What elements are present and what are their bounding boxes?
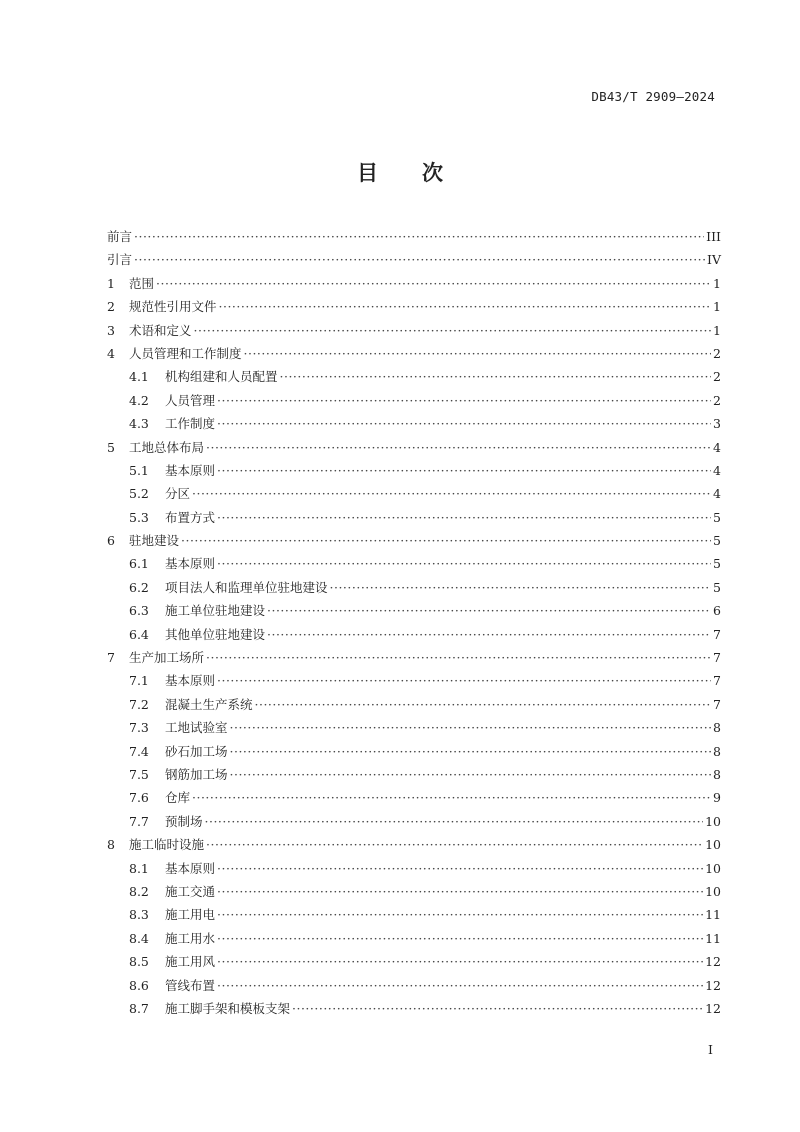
toc-entry[interactable] xyxy=(107,974,721,997)
toc-entry[interactable] xyxy=(107,412,721,435)
toc-entry-page: 1 xyxy=(713,275,721,291)
toc-entry-title: 施工单位驻地建设 xyxy=(165,603,266,619)
toc-dot-leader xyxy=(217,857,703,880)
toc-dot-leader xyxy=(217,459,711,482)
toc-entry-title: 规范性引用文件 xyxy=(129,299,217,315)
toc-entry[interactable] xyxy=(107,506,721,529)
toc-entry-number: 4.3 xyxy=(129,416,149,432)
toc-entry-page: 4 xyxy=(713,486,721,502)
toc-dot-leader xyxy=(230,740,712,763)
toc-entry-number: 8.5 xyxy=(129,954,149,970)
toc-dot-leader xyxy=(181,529,711,552)
toc-entry-page: 1 xyxy=(713,322,721,338)
toc-entry-page: 5 xyxy=(713,556,721,572)
toc-dot-leader xyxy=(192,786,711,809)
toc-entry[interactable] xyxy=(107,272,721,295)
toc-entry[interactable] xyxy=(107,552,721,575)
toc-dot-leader xyxy=(192,482,711,505)
toc-dot-leader xyxy=(244,342,712,365)
toc-entry-page: 7 xyxy=(713,673,721,689)
toc-entry[interactable] xyxy=(107,436,721,459)
toc-entry-number: 8.2 xyxy=(129,883,149,899)
toc-dot-leader xyxy=(134,248,705,271)
toc-entry[interactable] xyxy=(107,740,721,763)
toc-entry-title: 工作制度 xyxy=(165,416,216,432)
toc-entry-title: 施工用电 xyxy=(165,907,216,923)
toc-entry-number: 1 xyxy=(107,275,115,291)
toc-dot-leader xyxy=(217,950,703,973)
toc-dot-leader xyxy=(206,833,703,856)
toc-entry-page: 5 xyxy=(713,533,721,549)
toc-entry-page: 12 xyxy=(705,954,721,970)
toc-entry-number: 7.5 xyxy=(129,766,149,782)
toc-entry-page: 6 xyxy=(713,603,721,619)
standard-code: DB43/T 2909—2024 xyxy=(591,89,715,104)
toc-entry-title: 基本原则 xyxy=(165,673,216,689)
toc-entry-title: 人员管理 xyxy=(165,392,216,408)
toc-entry-number: 8.3 xyxy=(129,907,149,923)
toc-dot-leader xyxy=(219,295,712,318)
toc-entry[interactable] xyxy=(107,693,721,716)
toc-entry-number: 8 xyxy=(107,837,115,853)
toc-entry-title: 钢筋加工场 xyxy=(165,766,228,782)
toc-dot-leader xyxy=(217,927,703,950)
toc-entry-number: 8.1 xyxy=(129,860,149,876)
toc-entry-title: 术语和定义 xyxy=(129,322,192,338)
toc-entry-number: 2 xyxy=(107,299,115,315)
toc-entry[interactable] xyxy=(107,529,721,552)
toc-entry[interactable] xyxy=(107,365,721,388)
toc-entry-title: 生产加工场所 xyxy=(129,650,205,666)
page-title: 目次 xyxy=(357,161,487,185)
toc-entry[interactable] xyxy=(107,319,721,342)
toc-entry-page: 10 xyxy=(705,813,721,829)
toc-entry-number: 8.4 xyxy=(129,930,149,946)
toc-entry[interactable] xyxy=(107,833,721,856)
toc-entry[interactable] xyxy=(107,295,721,318)
toc-entry-title: 范围 xyxy=(129,275,155,291)
toc-entry-page: 2 xyxy=(713,392,721,408)
toc-entry[interactable] xyxy=(107,810,721,833)
toc-entry[interactable] xyxy=(107,997,721,1020)
toc-entry-title: 前言 xyxy=(107,229,133,244)
toc-entry-page: 10 xyxy=(705,860,721,876)
toc-entry-page: 8 xyxy=(713,720,721,736)
toc-entry-number: 6.3 xyxy=(129,603,149,619)
toc-entry-number: 6.4 xyxy=(129,626,149,642)
toc-entry-number: 8.7 xyxy=(129,1000,149,1016)
toc-entry-page: 11 xyxy=(705,907,721,923)
toc-entry-number: 7.3 xyxy=(129,720,149,736)
toc-entry-page: 8 xyxy=(713,766,721,782)
toc-entry-number: 7.7 xyxy=(129,813,149,829)
toc-entry-number: 5.3 xyxy=(129,509,149,525)
toc-entry-title: 仓库 xyxy=(165,790,191,806)
toc-entry-page: 5 xyxy=(713,579,721,595)
toc-entry-number: 6.2 xyxy=(129,579,149,595)
toc-entry[interactable] xyxy=(107,389,721,412)
toc-dot-leader xyxy=(217,552,711,575)
toc-dot-leader xyxy=(217,506,711,529)
toc-entry-title: 施工交通 xyxy=(165,883,216,899)
toc-entry[interactable] xyxy=(107,927,721,950)
footer-page-number: I xyxy=(708,1042,713,1057)
toc-entry-number: 7.1 xyxy=(129,673,149,689)
toc-entry-number: 7.6 xyxy=(129,790,149,806)
toc-dot-leader xyxy=(292,997,703,1020)
toc-entry-number: 7 xyxy=(107,650,115,666)
toc-entry-title: 驻地建设 xyxy=(129,533,180,549)
toc-dot-leader xyxy=(194,319,712,342)
toc-dot-leader xyxy=(255,693,712,716)
toc-entry[interactable] xyxy=(107,857,721,880)
toc-entry-number: 8.6 xyxy=(129,977,149,993)
toc-entry-number: 4.1 xyxy=(129,369,149,385)
toc-entry-title: 其他单位驻地建设 xyxy=(165,626,266,642)
toc-entry[interactable] xyxy=(107,950,721,973)
toc-dot-leader xyxy=(217,880,703,903)
toc-dot-leader xyxy=(267,599,711,622)
toc-dot-leader xyxy=(230,716,712,739)
toc-entry-number: 3 xyxy=(107,322,115,338)
toc-entry-number: 4 xyxy=(107,345,115,361)
toc-entry-number: 7.4 xyxy=(129,743,149,759)
toc-entry-number: 5 xyxy=(107,439,115,455)
toc-entry-title: 工地总体布局 xyxy=(129,439,205,455)
toc-dot-leader xyxy=(217,412,711,435)
toc-dot-leader xyxy=(267,623,711,646)
toc-entry-page: 2 xyxy=(713,345,721,361)
toc-entry-title: 施工临时设施 xyxy=(129,837,205,853)
toc-entry-page: 12 xyxy=(705,977,721,993)
toc-entry-page: 7 xyxy=(713,650,721,666)
toc-dot-leader xyxy=(206,436,711,459)
toc-entry-number: 7.2 xyxy=(129,696,149,712)
toc-entry-title: 基本原则 xyxy=(165,462,216,478)
toc-entry-title: 分区 xyxy=(165,486,191,502)
toc-dot-leader xyxy=(280,365,712,388)
toc-entry-page: 8 xyxy=(713,743,721,759)
toc-entry[interactable] xyxy=(107,248,721,271)
toc-entry-number: 6 xyxy=(107,533,115,549)
toc-entry-page: 11 xyxy=(705,930,721,946)
toc-entry-number: 4.2 xyxy=(129,392,149,408)
toc-entry-title: 预制场 xyxy=(165,813,203,829)
toc-entry-title: 施工用水 xyxy=(165,930,216,946)
toc-entry-page: 10 xyxy=(705,837,721,853)
toc-entry[interactable] xyxy=(107,623,721,646)
toc-entry-title: 项目法人和监理单位驻地建设 xyxy=(165,579,328,595)
toc-entry-page: 7 xyxy=(713,696,721,712)
toc-entry[interactable] xyxy=(107,599,721,622)
toc-dot-leader xyxy=(217,669,711,692)
toc-entry-title: 施工脚手架和模板支架 xyxy=(165,1000,291,1016)
toc-entry-page: 4 xyxy=(713,462,721,478)
toc-entry[interactable] xyxy=(107,786,721,809)
toc-entry[interactable] xyxy=(107,763,721,786)
toc-entry-title: 机构组建和人员配置 xyxy=(165,369,278,385)
toc-entry-title: 工地试验室 xyxy=(165,720,228,736)
toc-dot-leader xyxy=(330,576,712,599)
table-of-contents xyxy=(107,225,721,1020)
toc-dot-leader xyxy=(205,810,704,833)
toc-entry-page: 4 xyxy=(713,439,721,455)
toc-entry-page: 1 xyxy=(713,299,721,315)
toc-entry-title: 混凝土生产系统 xyxy=(165,696,253,712)
toc-entry[interactable] xyxy=(107,459,721,482)
toc-entry-page: 9 xyxy=(713,790,721,806)
toc-dot-leader xyxy=(217,389,711,412)
toc-entry[interactable] xyxy=(107,342,721,365)
toc-entry-title: 管线布置 xyxy=(165,977,216,993)
toc-entry-number: 5.2 xyxy=(129,486,149,502)
toc-entry[interactable] xyxy=(107,669,721,692)
toc-entry-page: 5 xyxy=(713,509,721,525)
toc-entry-title: 引言 xyxy=(107,252,133,268)
toc-dot-leader xyxy=(217,903,703,926)
toc-entry[interactable] xyxy=(107,225,721,248)
toc-entry[interactable] xyxy=(107,646,721,669)
toc-entry-title: 基本原则 xyxy=(165,860,216,876)
toc-entry-page: IV xyxy=(707,252,721,268)
toc-entry-title: 砂石加工场 xyxy=(165,743,228,759)
toc-entry-page: 10 xyxy=(705,883,721,899)
toc-entry[interactable] xyxy=(107,716,721,739)
toc-dot-leader xyxy=(217,974,703,997)
toc-entry[interactable] xyxy=(107,903,721,926)
toc-dot-leader xyxy=(134,225,704,248)
toc-entry-number: 5.1 xyxy=(129,462,149,478)
toc-entry-page: 3 xyxy=(713,416,721,432)
toc-entry-title: 基本原则 xyxy=(165,556,216,572)
toc-entry-title: 布置方式 xyxy=(165,509,216,525)
toc-entry-title: 人员管理和工作制度 xyxy=(129,345,242,361)
toc-dot-leader xyxy=(230,763,712,786)
toc-dot-leader xyxy=(156,272,711,295)
toc-entry-page: 7 xyxy=(713,626,721,642)
toc-dot-leader xyxy=(206,646,711,669)
toc-entry[interactable] xyxy=(107,482,721,505)
toc-entry-number: 6.1 xyxy=(129,556,149,572)
toc-entry-title: 施工用风 xyxy=(165,954,216,970)
toc-entry-page: 2 xyxy=(713,369,721,385)
toc-entry[interactable] xyxy=(107,576,721,599)
toc-entry-page: III xyxy=(706,229,721,244)
toc-entry[interactable] xyxy=(107,880,721,903)
toc-entry-page: 12 xyxy=(705,1000,721,1016)
